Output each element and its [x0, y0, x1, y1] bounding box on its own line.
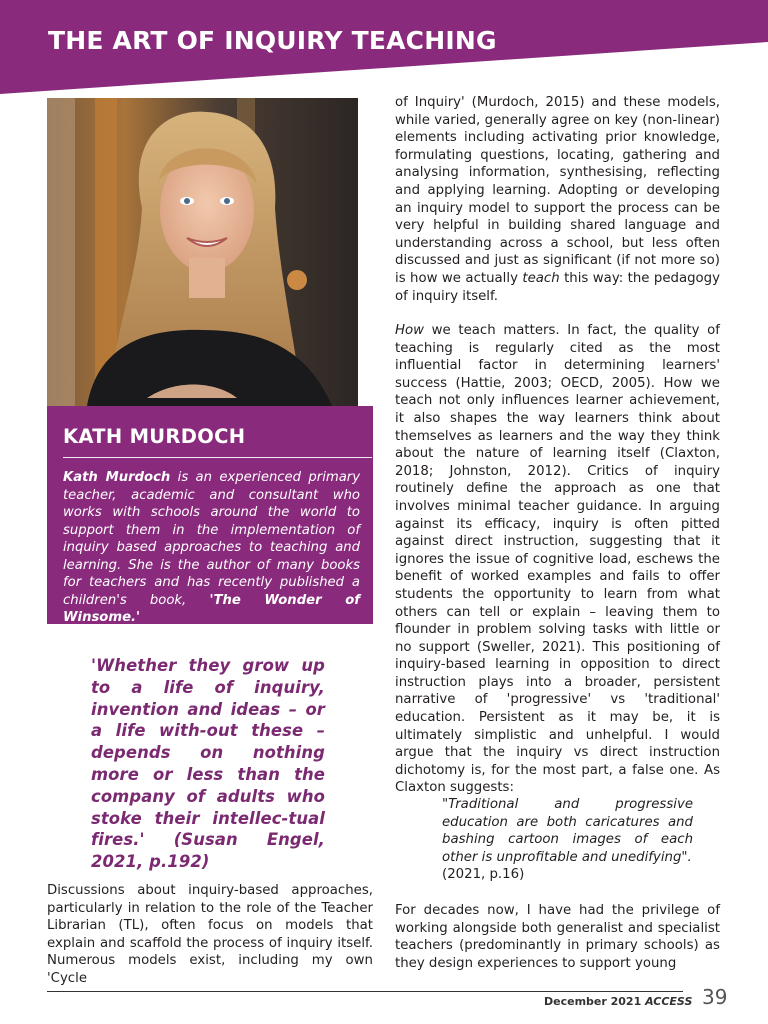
- block-quote-citation: (2021, p.16): [442, 867, 525, 882]
- right-column-paragraph-3: For decades now, I have had the privilege of working alongside both generalist and specialist teachers (predominantly in primary schools) as they design experiences to support young: [395, 903, 720, 971]
- p1-emphasis: teach: [522, 270, 560, 286]
- author-profile-box: [47, 406, 373, 624]
- right-column-paragraph-1: [395, 94, 720, 305]
- header-banner: [0, 0, 768, 100]
- bio-text: is an experienced primary teacher, academic and consultant who works with schools around the world to support them in the implementation of inquiry based approaches to teaching and learning. She is the author of many books for teachers and has recently published a children's book,: [63, 470, 361, 608]
- page-title: THE ART OF INQUIRY TEACHING: [48, 26, 497, 55]
- p2-emphasis: How: [395, 323, 425, 338]
- author-photo: [47, 98, 358, 406]
- block-quote: "Traditional and progressive education are both caricatures and bashing cartoon images of each other is unprofitable and unedifying".: [442, 797, 693, 865]
- left-column-paragraph: Discussions about inquiry-based approaches, particularly in relation to the role of the Teacher Librarian (TL), often focus on models that explain and scaffold the process of inquiry itself. Numerous models exist, including my own 'Cycle: [47, 883, 373, 986]
- author-bio: [63, 469, 360, 627]
- pull-quote: 'Whether they grow up to a life of inquiry, invention and ideas – or a life with-out these – depends on nothing more or less than the company of adults who stoke their intellec-tual fires.' (Susan Engel, 2021, p.192): [91, 656, 325, 872]
- author-name: KATH MURDOCH: [63, 425, 246, 448]
- p1-text-b: this way: the pedagogy of inquiry itself.: [395, 270, 720, 304]
- magazine-name: ACCESS: [645, 995, 693, 1008]
- footer-divider: [47, 991, 683, 992]
- issue-date: December 2021: [544, 995, 642, 1008]
- page-number: 39: [702, 985, 728, 1009]
- bio-author-name: Kath Murdoch: [63, 470, 171, 485]
- profile-divider: [63, 457, 372, 458]
- footer-issue: [544, 995, 692, 1008]
- p1-text-a: of Inquiry' (Murdoch, 2015) and these models, while varied, generally agree on key (non-linear) elements including activating prior knowledge, formulating questions, locating, gathering and analysing information, synthesising, reflecting and applying learning. Adopting or developing an inquiry model to support the process can be very helpful in building shared language and understanding across a school, but less often discussed and just as significant (if not more so) is how we actually: [395, 95, 720, 286]
- right-column-paragraph-2: [395, 322, 720, 797]
- p2-text: we teach matters. In fact, the quality of teaching is regularly cited as the most influential factor in determining learners' success (Hattie, 2003; OECD, 2005). How we teach not only influences learner achievement, it also shapes the way learners think about themselves as learners and the way they think about the nature of learning itself (Claxton, 2018; Johnston, 2012). Critics of inquiry routinely define the approach as one that involves minimal teacher guidance. In arguing against its efficacy, inquiry is often pitted against direct instruction, suggesting that it ignores the issue of cognitive load, eschews the benefit of worked examples and fails to offer students the opportunity to learn from what others can tell or explain – leaving them to flounder in problem solving tasks with little or no support (Sweller, 2021). This positioning of inquiry-based learning in opposition to direct instruction plays into a broader, persistent narrative of 'progressive' vs 'traditional' education. Persistent as it may be, it is ultimately simplistic and unhelpful. I would argue that the inquiry vs direct instruction dichotomy is, for the most part, a false one. As Claxton suggests:: [395, 323, 720, 796]
- bio-book-title: 'The Wonder of Winsome.': [63, 592, 360, 625]
